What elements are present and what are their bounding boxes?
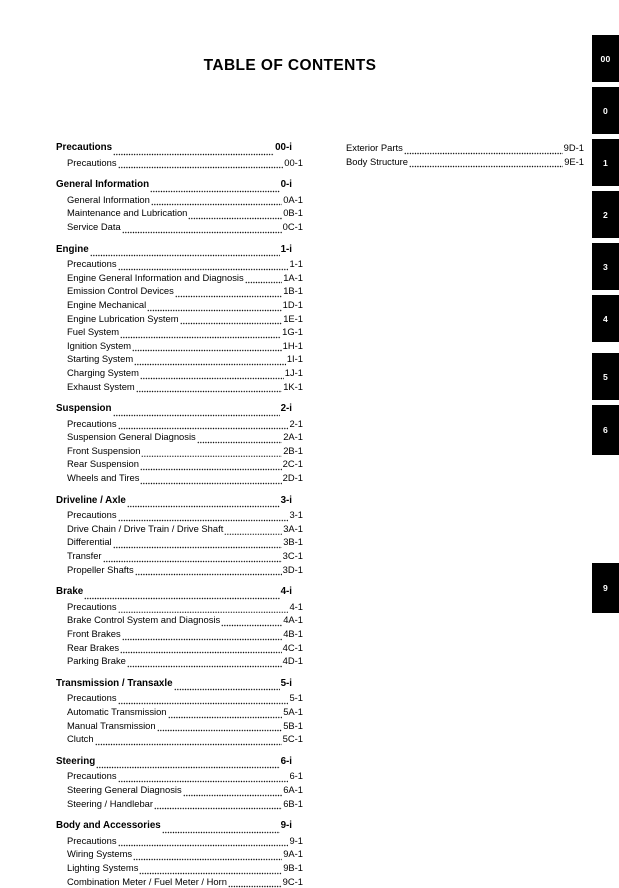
- toc-entry-label: Parking Brake: [67, 654, 126, 668]
- toc-entry-row[interactable]: [56, 705, 303, 719]
- toc-leader-dots: [132, 343, 282, 352]
- toc-leader-dots: [147, 303, 281, 312]
- toc-page-number: 6-1: [289, 769, 303, 783]
- toc-leader-dots: [183, 788, 283, 797]
- toc-entry-row[interactable]: [56, 549, 303, 563]
- toc-leader-dots: [404, 146, 563, 155]
- index-tab-6[interactable]: 6: [592, 405, 619, 455]
- toc-leader-dots: [103, 554, 282, 563]
- toc-entry-row[interactable]: [56, 257, 303, 271]
- toc-entry-label: Fuel System: [67, 325, 119, 339]
- toc-entry-label: Body and Accessories: [56, 819, 161, 834]
- toc-entry-label: Precautions: [67, 600, 117, 614]
- toc-entry-label: Exhaust System: [67, 380, 135, 394]
- toc-leader-dots: [188, 211, 282, 220]
- toc-chapter-row[interactable]: [56, 402, 292, 417]
- toc-entry-label: Precautions: [67, 508, 117, 522]
- toc-page-number: 4-1: [289, 600, 303, 614]
- toc-entry-row[interactable]: [56, 508, 303, 522]
- toc-entry-row[interactable]: [56, 797, 303, 811]
- toc-entry-label: General Information: [56, 178, 149, 193]
- toc-entry-row[interactable]: [56, 654, 303, 668]
- toc-leader-dots: [122, 632, 283, 641]
- toc-page-number: 1-i: [281, 243, 292, 258]
- toc-entry-label: Suspension: [56, 402, 112, 417]
- toc-entry-row[interactable]: [56, 298, 303, 312]
- toc-leader-dots: [221, 618, 282, 627]
- toc-chapter-row[interactable]: [56, 494, 292, 509]
- toc-entry-label: Suspension General Diagnosis: [67, 430, 196, 444]
- toc-entry-row[interactable]: [56, 271, 303, 285]
- toc-leader-dots: [122, 225, 282, 234]
- toc-column-left: [56, 141, 292, 888]
- toc-leader-dots: [90, 248, 280, 257]
- toc-chapter-row[interactable]: [56, 178, 292, 193]
- index-tab-2[interactable]: 2: [592, 191, 619, 238]
- toc-leader-dots: [127, 499, 280, 508]
- index-tab-5[interactable]: 5: [592, 353, 619, 400]
- toc-leader-dots: [245, 275, 283, 284]
- toc-entry-label: Transmission / Transaxle: [56, 677, 173, 692]
- toc-page-number: 0A-1: [283, 193, 303, 207]
- toc-entry-row[interactable]: [56, 783, 303, 797]
- toc-group: [56, 494, 292, 577]
- toc-entry-label: Precautions: [67, 156, 117, 170]
- toc-group: [56, 819, 292, 888]
- toc-page-number: 2-1: [289, 417, 303, 431]
- toc-leader-dots: [120, 330, 281, 339]
- toc-leader-dots: [113, 540, 283, 549]
- toc-entry-label: Manual Transmission: [67, 719, 156, 733]
- toc-entry-label: Starting System: [67, 352, 133, 366]
- toc-entry-label: Exterior Parts: [346, 141, 403, 155]
- toc-page-number: 1B-1: [283, 284, 303, 298]
- toc-entry-label: Differential: [67, 535, 112, 549]
- toc-entry-label: Front Brakes: [67, 627, 121, 641]
- toc-page-number: 9C-1: [283, 875, 303, 888]
- toc-leader-dots: [118, 838, 289, 847]
- toc-page-number: 5-i: [281, 677, 292, 692]
- index-tab-0[interactable]: 0: [592, 87, 619, 134]
- toc-page-number: 2-i: [281, 402, 292, 417]
- toc-page-number: 1I-1: [287, 352, 303, 366]
- toc-entry-row[interactable]: [56, 641, 303, 655]
- toc-page-number: 1E-1: [283, 312, 303, 326]
- toc-entry-label: Precautions: [67, 257, 117, 271]
- toc-page-number: 1-1: [289, 257, 303, 271]
- toc-entry-label: Steering / Handlebar: [67, 797, 153, 811]
- toc-entry-label: Rear Suspension: [67, 457, 139, 471]
- toc-entry-row[interactable]: [56, 834, 303, 848]
- toc-page-number: 4B-1: [283, 627, 303, 641]
- toc-page-number: 2D-1: [283, 471, 303, 485]
- toc-page-number: 6-i: [281, 755, 292, 770]
- index-tab-1[interactable]: 1: [592, 139, 619, 186]
- toc-page-number: 4A-1: [283, 613, 303, 627]
- toc-page-number: 2A-1: [283, 430, 303, 444]
- toc-entry-row[interactable]: [56, 156, 303, 170]
- toc-page-number: 9A-1: [283, 847, 303, 861]
- toc-leader-dots: [118, 696, 289, 705]
- toc-entry-row[interactable]: [56, 875, 303, 888]
- index-tab-00[interactable]: 00: [592, 35, 619, 82]
- index-tab-4[interactable]: 4: [592, 295, 619, 342]
- toc-leader-dots: [113, 408, 280, 417]
- toc-entry-label: Wheels and Tires: [67, 471, 139, 485]
- toc-entry-row[interactable]: [56, 732, 303, 746]
- toc-page-number: 4C-1: [283, 641, 303, 655]
- toc-entry-row[interactable]: [335, 141, 584, 155]
- toc-leader-dots: [157, 723, 283, 732]
- toc-page-number: 1K-1: [283, 380, 303, 394]
- toc-leader-dots: [150, 184, 279, 193]
- toc-entry-row[interactable]: [56, 366, 303, 380]
- index-tab-3[interactable]: 3: [592, 243, 619, 290]
- toc-page-number: 0C-1: [283, 220, 303, 234]
- toc-page-number: 5-1: [289, 691, 303, 705]
- toc-leader-dots: [140, 462, 282, 471]
- toc-group: [56, 677, 292, 746]
- toc-group: [335, 141, 573, 168]
- toc-leader-dots: [127, 659, 282, 668]
- toc-page-number: 6A-1: [283, 783, 303, 797]
- toc-entry-label: Emission Control Devices: [67, 284, 174, 298]
- toc-page-number: 9B-1: [283, 861, 303, 875]
- toc-group: [56, 243, 292, 394]
- toc-page-number: 1H-1: [283, 339, 303, 353]
- toc-entry-label: Lighting Systems: [67, 861, 138, 875]
- toc-leader-dots: [154, 801, 282, 810]
- toc-entry-label: Engine General Information and Diagnosis: [67, 271, 244, 285]
- toc-entry-row[interactable]: [56, 325, 303, 339]
- toc-group: [56, 178, 292, 233]
- toc-entry-row[interactable]: [56, 847, 303, 861]
- toc-entry-label: Drive Chain / Drive Train / Drive Shaft: [67, 522, 223, 536]
- toc-chapter-row[interactable]: [56, 141, 292, 156]
- toc-page-number: 4D-1: [283, 654, 303, 668]
- toc-page-number: 9-i: [281, 819, 292, 834]
- toc-page-number: 3A-1: [283, 522, 303, 536]
- toc-leader-dots: [139, 866, 282, 875]
- toc-entry-row[interactable]: [56, 352, 303, 366]
- toc-entry-row[interactable]: [56, 600, 303, 614]
- toc-entry-row[interactable]: [56, 220, 303, 234]
- toc-group: [56, 755, 292, 810]
- toc-entry-label: Driveline / Axle: [56, 494, 126, 509]
- toc-entry-row[interactable]: [56, 471, 303, 485]
- toc-leader-dots: [140, 476, 281, 485]
- toc-page-number: 9-1: [289, 834, 303, 848]
- toc-entry-label: Rear Brakes: [67, 641, 119, 655]
- toc-group: [56, 585, 292, 668]
- toc-entry-label: Precautions: [67, 691, 117, 705]
- toc-entry-label: Steering General Diagnosis: [67, 783, 182, 797]
- toc-page-number: 2B-1: [283, 444, 303, 458]
- toc-page-number: 5A-1: [283, 705, 303, 719]
- toc-chapter-row[interactable]: [56, 585, 292, 600]
- toc-entry-row[interactable]: [335, 155, 584, 169]
- toc-entry-row[interactable]: [56, 563, 303, 577]
- toc-leader-dots: [113, 147, 274, 156]
- toc-entry-label: Combination Meter / Fuel Meter / Horn: [67, 875, 227, 888]
- toc-leader-dots: [224, 526, 282, 535]
- toc-entry-label: Engine Lubrication System: [67, 312, 179, 326]
- toc-leader-dots: [118, 604, 289, 613]
- toc-leader-dots: [118, 513, 289, 522]
- toc-entry-label: Brake Control System and Diagnosis: [67, 613, 220, 627]
- toc-page-number: 3B-1: [283, 535, 303, 549]
- toc-leader-dots: [168, 710, 283, 719]
- toc-entry-label: Front Suspension: [67, 444, 140, 458]
- toc-entry-label: Charging System: [67, 366, 139, 380]
- toc-entry-row[interactable]: [56, 417, 303, 431]
- toc-entry-row[interactable]: [56, 430, 303, 444]
- toc-entry-label: Precautions: [67, 417, 117, 431]
- toc-entry-label: Wiring Systems: [67, 847, 132, 861]
- toc-entry-row[interactable]: [56, 206, 303, 220]
- toc-entry-row[interactable]: [56, 861, 303, 875]
- toc-chapter-row[interactable]: [56, 677, 292, 692]
- toc-leader-dots: [151, 197, 282, 206]
- toc-leader-dots: [135, 567, 282, 576]
- toc-entry-row[interactable]: [56, 193, 303, 207]
- toc-page-number: 9D-1: [564, 141, 584, 155]
- toc-page-number: 2C-1: [283, 457, 303, 471]
- toc-leader-dots: [136, 384, 282, 393]
- toc-page-number: 1G-1: [282, 325, 303, 339]
- toc-entry-label: Precautions: [67, 834, 117, 848]
- toc-page-number: 1D-1: [283, 298, 303, 312]
- toc-page-number: 1J-1: [285, 366, 303, 380]
- toc-entry-row[interactable]: [56, 769, 303, 783]
- toc-page-number: 0B-1: [283, 206, 303, 220]
- toc-page-number: 00-i: [275, 141, 292, 156]
- toc-entry-label: Transfer: [67, 549, 102, 563]
- toc-page-number: 3-1: [289, 508, 303, 522]
- toc-leader-dots: [120, 645, 282, 654]
- toc-entry-row[interactable]: [56, 284, 303, 298]
- toc-entry-row[interactable]: [56, 457, 303, 471]
- toc-entry-label: Steering: [56, 755, 95, 770]
- toc-chapter-row[interactable]: [56, 755, 292, 770]
- toc-page-number: 3-i: [281, 494, 292, 509]
- toc-entry-row[interactable]: [56, 613, 303, 627]
- toc-entry-row[interactable]: [56, 444, 303, 458]
- toc-entry-label: Propeller Shafts: [67, 563, 134, 577]
- toc-leader-dots: [174, 682, 280, 691]
- toc-leader-dots: [175, 289, 282, 298]
- toc-leader-dots: [180, 316, 283, 325]
- toc-entry-label: Precautions: [56, 141, 112, 156]
- toc-entry-label: Service Data: [67, 220, 121, 234]
- toc-leader-dots: [133, 852, 282, 861]
- toc-entry-label: Automatic Transmission: [67, 705, 167, 719]
- toc-entry-row[interactable]: [56, 380, 303, 394]
- index-tab-9[interactable]: 9: [592, 563, 619, 613]
- toc-page-number: 00-1: [284, 156, 303, 170]
- toc-leader-dots: [118, 262, 289, 271]
- toc-entry-label: Engine: [56, 243, 89, 258]
- toc-page-number: 0-i: [281, 178, 292, 193]
- toc-entry-label: Precautions: [67, 769, 117, 783]
- toc-entry-row[interactable]: [56, 339, 303, 353]
- toc-entry-label: Engine Mechanical: [67, 298, 146, 312]
- toc-entry-row[interactable]: [56, 535, 303, 549]
- toc-leader-dots: [228, 879, 282, 888]
- toc-leader-dots: [118, 774, 289, 783]
- toc-entry-row[interactable]: [56, 522, 303, 536]
- toc-entry-row[interactable]: [56, 627, 303, 641]
- toc-leader-dots: [140, 371, 284, 380]
- toc-entry-row[interactable]: [56, 691, 303, 705]
- toc-entry-label: Clutch: [67, 732, 94, 746]
- toc-leader-dots: [118, 160, 284, 169]
- toc-entry-label: Body Structure: [346, 155, 408, 169]
- toc-page-number: 5C-1: [283, 732, 303, 746]
- toc-page-number: 3D-1: [283, 563, 303, 577]
- toc-page-number: 4-i: [281, 585, 292, 600]
- toc-entry-label: Maintenance and Lubrication: [67, 206, 187, 220]
- toc-chapter-row[interactable]: [56, 243, 292, 258]
- index-tab-rail: [592, 0, 619, 771]
- toc-group: [56, 141, 292, 169]
- toc-leader-dots: [118, 421, 289, 430]
- toc-leader-dots: [84, 591, 279, 600]
- toc-leader-dots: [141, 448, 282, 457]
- toc-leader-dots: [197, 435, 282, 444]
- toc-leader-dots: [95, 737, 282, 746]
- toc-entry-label: General Information: [67, 193, 150, 207]
- toc-page-number: 9E-1: [564, 155, 584, 169]
- toc-page-number: 6B-1: [283, 797, 303, 811]
- table-of-contents: [0, 141, 580, 761]
- toc-group: [56, 402, 292, 485]
- toc-column-right: [335, 141, 573, 168]
- toc-chapter-row[interactable]: [56, 819, 292, 834]
- toc-leader-dots: [162, 825, 280, 834]
- toc-leader-dots: [134, 357, 286, 366]
- toc-leader-dots: [409, 159, 563, 168]
- page-title: TABLE OF CONTENTS: [0, 57, 580, 75]
- toc-entry-label: Brake: [56, 585, 83, 600]
- toc-page-number: 3C-1: [283, 549, 303, 563]
- toc-leader-dots: [96, 760, 279, 769]
- toc-entry-row[interactable]: [56, 312, 303, 326]
- toc-page-number: 1A-1: [283, 271, 303, 285]
- toc-page-number: 5B-1: [283, 719, 303, 733]
- toc-entry-row[interactable]: [56, 719, 303, 733]
- toc-entry-label: Ignition System: [67, 339, 131, 353]
